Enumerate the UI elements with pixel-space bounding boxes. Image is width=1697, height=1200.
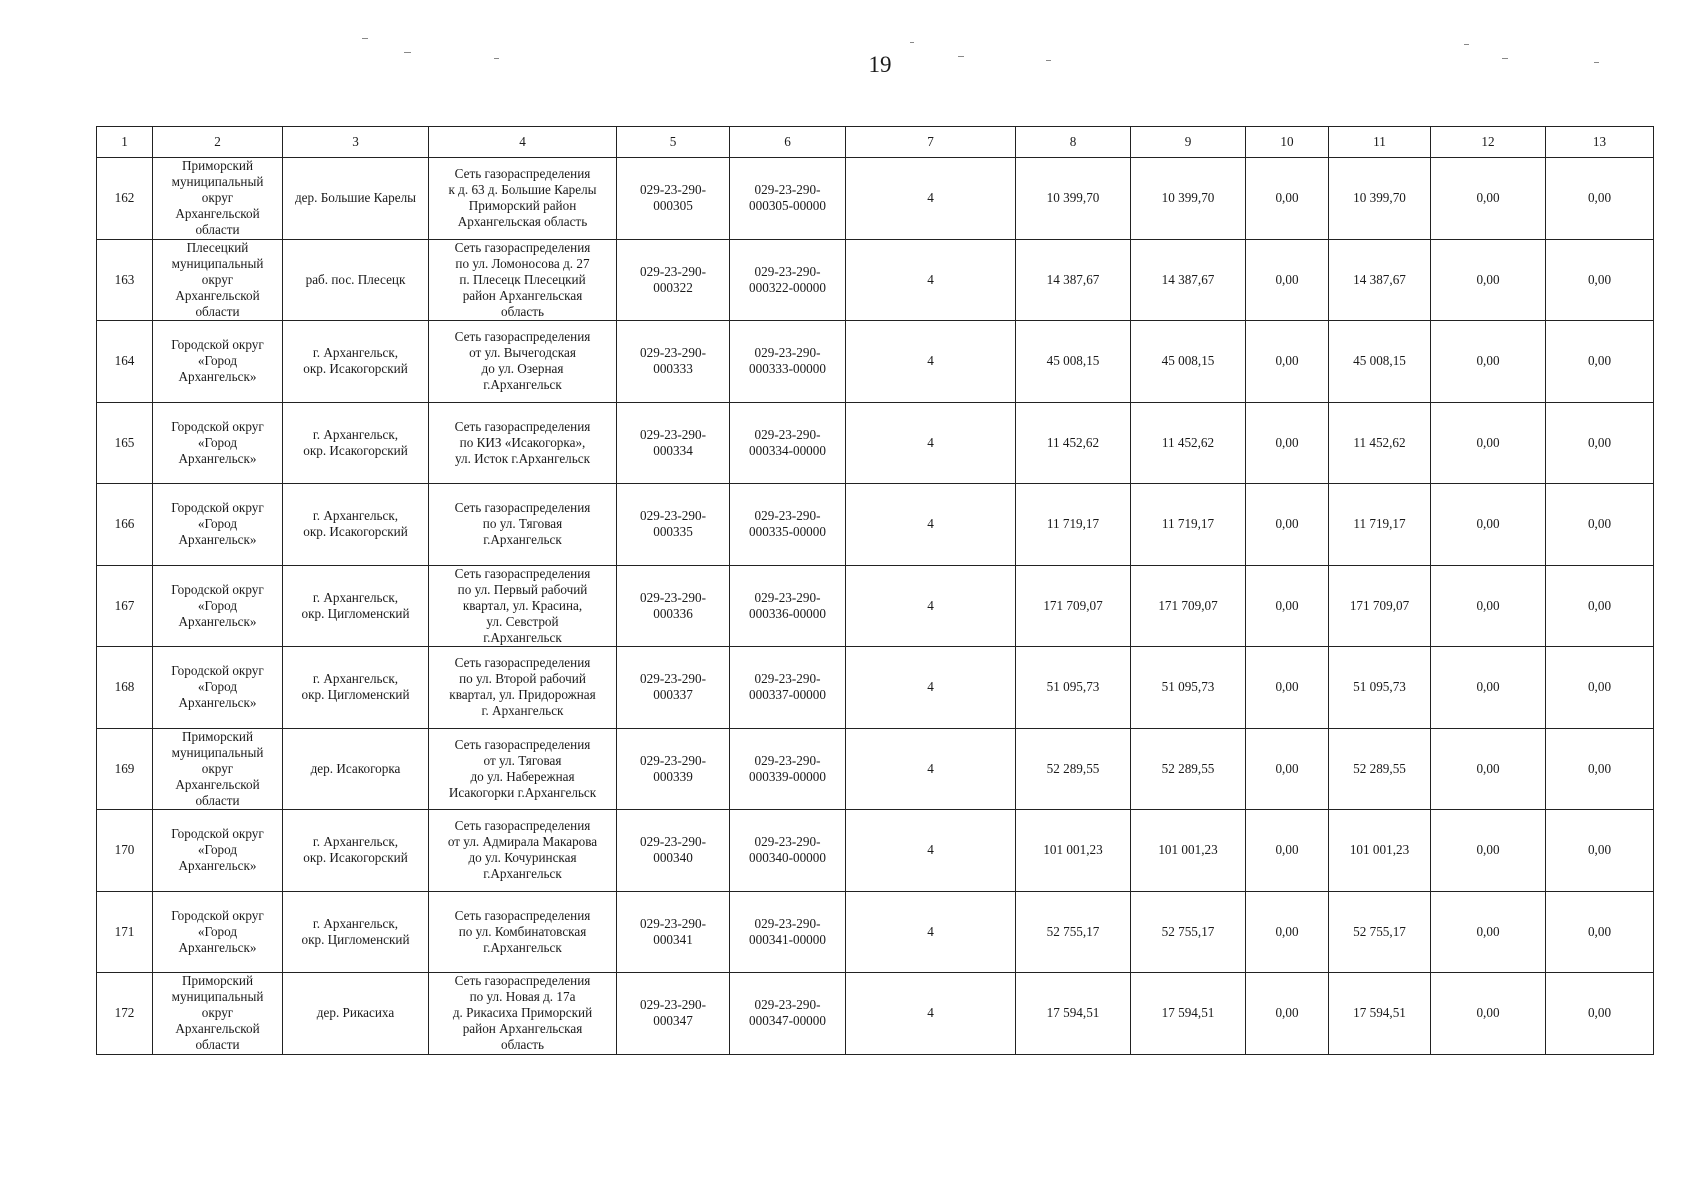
value-cell: 0,00 [1546, 565, 1654, 647]
row-number: 163 [97, 239, 153, 321]
value-cell: 0,00 [1246, 810, 1329, 892]
municipality-cell: Приморский муниципальный округ Архангельской области [153, 973, 283, 1055]
value-cell: 0,00 [1546, 973, 1654, 1055]
value-cell: 17 594,51 [1329, 973, 1431, 1055]
row-number: 172 [97, 973, 153, 1055]
column-header: 1 [97, 127, 153, 158]
value-cell: 0,00 [1431, 973, 1546, 1055]
column-header: 2 [153, 127, 283, 158]
locality-cell: дер. Исакогорка [283, 728, 429, 810]
value-cell: 10 399,70 [1329, 158, 1431, 240]
value-cell: 11 452,62 [1131, 402, 1246, 484]
locality-cell: дер. Большие Карелы [283, 158, 429, 240]
object-cell: Сеть газораспределения по ул. Ломоносова д. 27 п. Плесецк Плесецкий район Архангельская область [429, 239, 617, 321]
column-header: 9 [1131, 127, 1246, 158]
value-cell: 45 008,15 [1329, 321, 1431, 403]
full-code-cell: 029-23-290- 000305-00000 [730, 158, 846, 240]
table-row [97, 239, 1654, 321]
value-cell: 45 008,15 [1131, 321, 1246, 403]
value-cell: 10 399,70 [1131, 158, 1246, 240]
value-cell: 0,00 [1246, 728, 1329, 810]
value-cell: 52 755,17 [1131, 891, 1246, 973]
column-header: 10 [1246, 127, 1329, 158]
value-cell: 52 289,55 [1016, 728, 1131, 810]
value-cell: 14 387,67 [1329, 239, 1431, 321]
object-cell: Сеть газораспределения к д. 63 д. Большие Карелы Приморский район Архангельская область [429, 158, 617, 240]
row-number: 165 [97, 402, 153, 484]
value-cell: 4 [846, 239, 1016, 321]
object-cell: Сеть газораспределения от ул. Тяговая до ул. Набережная Исакогорки г.Архангельск [429, 728, 617, 810]
value-cell: 0,00 [1246, 973, 1329, 1055]
code-cell: 029-23-290- 000322 [617, 239, 730, 321]
scan-speck [1464, 44, 1469, 45]
locality-cell: дер. Рикасиха [283, 973, 429, 1055]
scan-speck [910, 42, 914, 43]
code-cell: 029-23-290- 000340 [617, 810, 730, 892]
full-code-cell: 029-23-290- 000336-00000 [730, 565, 846, 647]
header-row [97, 127, 1654, 158]
municipality-cell: Городской округ «Город Архангельск» [153, 484, 283, 566]
value-cell: 17 594,51 [1131, 973, 1246, 1055]
locality-cell: г. Архангельск, окр. Исакогорский [283, 402, 429, 484]
table-row [97, 321, 1654, 403]
value-cell: 17 594,51 [1016, 973, 1131, 1055]
municipality-cell: Плесецкий муниципальный округ Архангельской области [153, 239, 283, 321]
value-cell: 0,00 [1246, 402, 1329, 484]
row-number: 168 [97, 647, 153, 729]
value-cell: 0,00 [1546, 484, 1654, 566]
page-number: 19 [868, 52, 892, 77]
value-cell: 0,00 [1546, 321, 1654, 403]
column-header: 8 [1016, 127, 1131, 158]
row-number: 162 [97, 158, 153, 240]
value-cell: 171 709,07 [1329, 565, 1431, 647]
code-cell: 029-23-290- 000334 [617, 402, 730, 484]
municipality-cell: Приморский муниципальный округ Архангельской области [153, 158, 283, 240]
municipality-cell: Городской округ «Город Архангельск» [153, 810, 283, 892]
table-body [97, 158, 1654, 1055]
value-cell: 171 709,07 [1131, 565, 1246, 647]
code-cell: 029-23-290- 000333 [617, 321, 730, 403]
municipality-cell: Городской округ «Город Архангельск» [153, 402, 283, 484]
code-cell: 029-23-290- 000337 [617, 647, 730, 729]
value-cell: 4 [846, 402, 1016, 484]
column-header: 5 [617, 127, 730, 158]
full-code-cell: 029-23-290- 000340-00000 [730, 810, 846, 892]
column-header: 7 [846, 127, 1016, 158]
value-cell: 0,00 [1546, 402, 1654, 484]
row-number: 164 [97, 321, 153, 403]
table-row [97, 728, 1654, 810]
table-row [97, 973, 1654, 1055]
value-cell: 0,00 [1246, 321, 1329, 403]
value-cell: 4 [846, 891, 1016, 973]
municipality-cell: Городской округ «Город Архангельск» [153, 321, 283, 403]
value-cell: 52 289,55 [1329, 728, 1431, 810]
value-cell: 0,00 [1431, 647, 1546, 729]
code-cell: 029-23-290- 000341 [617, 891, 730, 973]
object-cell: Сеть газораспределения по КИЗ «Исакогорка», ул. Исток г.Архангельск [429, 402, 617, 484]
value-cell: 0,00 [1431, 484, 1546, 566]
value-cell: 0,00 [1431, 158, 1546, 240]
row-number: 166 [97, 484, 153, 566]
value-cell: 52 289,55 [1131, 728, 1246, 810]
full-code-cell: 029-23-290- 000341-00000 [730, 891, 846, 973]
value-cell: 0,00 [1546, 728, 1654, 810]
value-cell: 0,00 [1431, 810, 1546, 892]
object-cell: Сеть газораспределения по ул. Второй рабочий квартал, ул. Придорожная г. Архангельск [429, 647, 617, 729]
value-cell: 0,00 [1246, 239, 1329, 321]
value-cell: 51 095,73 [1016, 647, 1131, 729]
value-cell: 0,00 [1431, 239, 1546, 321]
value-cell: 4 [846, 728, 1016, 810]
code-cell: 029-23-290- 000305 [617, 158, 730, 240]
full-code-cell: 029-23-290- 000339-00000 [730, 728, 846, 810]
value-cell: 11 719,17 [1016, 484, 1131, 566]
value-cell: 101 001,23 [1131, 810, 1246, 892]
locality-cell: г. Архангельск, окр. Цигломенский [283, 891, 429, 973]
table-row [97, 158, 1654, 240]
value-cell: 4 [846, 565, 1016, 647]
table-row [97, 647, 1654, 729]
value-cell: 11 452,62 [1329, 402, 1431, 484]
table-row [97, 484, 1654, 566]
object-cell: Сеть газораспределения по ул. Тяговая г.Архангельск [429, 484, 617, 566]
locality-cell: г. Архангельск, окр. Цигломенский [283, 647, 429, 729]
table-row [97, 810, 1654, 892]
value-cell: 0,00 [1546, 810, 1654, 892]
table-row [97, 891, 1654, 973]
value-cell: 11 452,62 [1016, 402, 1131, 484]
table-header [97, 127, 1654, 158]
full-code-cell: 029-23-290- 000322-00000 [730, 239, 846, 321]
object-cell: Сеть газораспределения по ул. Новая д. 17а д. Рикасиха Приморский район Архангельская область [429, 973, 617, 1055]
value-cell: 4 [846, 810, 1016, 892]
value-cell: 0,00 [1546, 158, 1654, 240]
locality-cell: г. Архангельск, окр. Исакогорский [283, 321, 429, 403]
scan-speck [362, 38, 368, 39]
locality-cell: раб. пос. Плесецк [283, 239, 429, 321]
column-header: 4 [429, 127, 617, 158]
value-cell: 0,00 [1246, 647, 1329, 729]
value-cell: 11 719,17 [1131, 484, 1246, 566]
municipality-cell: Городской округ «Город Архангельск» [153, 891, 283, 973]
full-code-cell: 029-23-290- 000347-00000 [730, 973, 846, 1055]
value-cell: 0,00 [1431, 891, 1546, 973]
municipality-cell: Городской округ «Город Архангельск» [153, 647, 283, 729]
value-cell: 4 [846, 321, 1016, 403]
value-cell: 51 095,73 [1329, 647, 1431, 729]
value-cell: 171 709,07 [1016, 565, 1131, 647]
code-cell: 029-23-290- 000347 [617, 973, 730, 1055]
column-header: 13 [1546, 127, 1654, 158]
table-row [97, 565, 1654, 647]
full-code-cell: 029-23-290- 000333-00000 [730, 321, 846, 403]
value-cell: 4 [846, 647, 1016, 729]
municipality-cell: Приморский муниципальный округ Архангельской области [153, 728, 283, 810]
locality-cell: г. Архангельск, окр. Исакогорский [283, 810, 429, 892]
municipality-cell: Городской округ «Город Архангельск» [153, 565, 283, 647]
value-cell: 0,00 [1431, 402, 1546, 484]
value-cell: 51 095,73 [1131, 647, 1246, 729]
value-cell: 0,00 [1246, 484, 1329, 566]
value-cell: 45 008,15 [1016, 321, 1131, 403]
value-cell: 0,00 [1431, 321, 1546, 403]
value-cell: 4 [846, 158, 1016, 240]
row-number: 170 [97, 810, 153, 892]
value-cell: 0,00 [1546, 239, 1654, 321]
value-cell: 4 [846, 973, 1016, 1055]
column-header: 12 [1431, 127, 1546, 158]
object-cell: Сеть газораспределения от ул. Вычегодская до ул. Озерная г.Архангельск [429, 321, 617, 403]
full-code-cell: 029-23-290- 000337-00000 [730, 647, 846, 729]
locality-cell: г. Архангельск, окр. Исакогорский [283, 484, 429, 566]
column-header: 6 [730, 127, 846, 158]
value-cell: 0,00 [1546, 891, 1654, 973]
value-cell: 0,00 [1246, 891, 1329, 973]
column-header: 3 [283, 127, 429, 158]
value-cell: 14 387,67 [1016, 239, 1131, 321]
row-number: 169 [97, 728, 153, 810]
value-cell: 0,00 [1246, 565, 1329, 647]
code-cell: 029-23-290- 000335 [617, 484, 730, 566]
value-cell: 52 755,17 [1329, 891, 1431, 973]
value-cell: 14 387,67 [1131, 239, 1246, 321]
table-row [97, 402, 1654, 484]
value-cell: 52 755,17 [1016, 891, 1131, 973]
object-cell: Сеть газораспределения от ул. Адмирала Макарова до ул. Кочуринская г.Архангельск [429, 810, 617, 892]
object-cell: Сеть газораспределения по ул. Первый рабочий квартал, ул. Красина, ул. Севстрой г.Архангельск [429, 565, 617, 647]
value-cell: 101 001,23 [1329, 810, 1431, 892]
row-number: 171 [97, 891, 153, 973]
column-header: 11 [1329, 127, 1431, 158]
code-cell: 029-23-290- 000339 [617, 728, 730, 810]
value-cell: 11 719,17 [1329, 484, 1431, 566]
full-code-cell: 029-23-290- 000334-00000 [730, 402, 846, 484]
value-cell: 0,00 [1431, 565, 1546, 647]
value-cell: 10 399,70 [1016, 158, 1131, 240]
value-cell: 0,00 [1246, 158, 1329, 240]
registry-table [96, 126, 1654, 1055]
value-cell: 0,00 [1431, 728, 1546, 810]
value-cell: 101 001,23 [1016, 810, 1131, 892]
code-cell: 029-23-290- 000336 [617, 565, 730, 647]
value-cell: 0,00 [1546, 647, 1654, 729]
locality-cell: г. Архангельск, окр. Цигломенский [283, 565, 429, 647]
object-cell: Сеть газораспределения по ул. Комбинатовская г.Архангельск [429, 891, 617, 973]
row-number: 167 [97, 565, 153, 647]
full-code-cell: 029-23-290- 000335-00000 [730, 484, 846, 566]
value-cell: 4 [846, 484, 1016, 566]
